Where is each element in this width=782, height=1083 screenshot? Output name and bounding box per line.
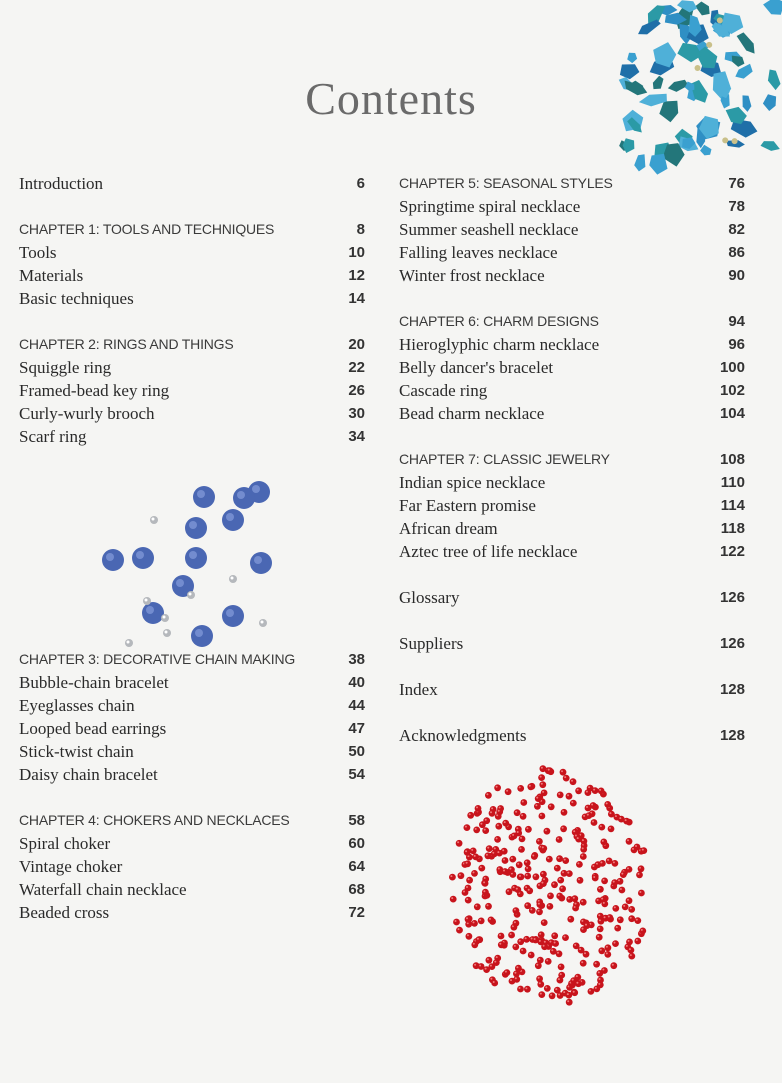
toc-entry: [19, 855, 365, 878]
toc-entry: [399, 402, 745, 425]
toc-page-number: 118: [720, 520, 745, 537]
toc-entry-title: Daisy chain bracelet: [19, 765, 158, 784]
toc-page-number: 47: [348, 720, 365, 737]
toc-chapter-heading: [399, 310, 745, 333]
toc-entry: [19, 241, 365, 264]
toc-entry: [399, 517, 745, 540]
toc-entry-title: Stick-twist chain: [19, 742, 134, 761]
toc-entry-title: African dream: [399, 519, 498, 538]
toc-entry: [19, 694, 365, 717]
toc-entry-title: Cascade ring: [399, 381, 488, 400]
toc-entry-title: Glossary: [399, 588, 460, 607]
toc-page-number: 14: [348, 290, 365, 307]
toc-page-number: 90: [728, 267, 745, 284]
toc-entry-title: Vintage choker: [19, 857, 123, 876]
toc-entry-title: CHAPTER 2: RINGS AND THINGS: [19, 336, 234, 352]
toc-page-number: 34: [348, 428, 365, 445]
toc-entry-title: Curly-wurly brooch: [19, 404, 155, 423]
toc-page-number: 8: [356, 221, 365, 238]
toc-chapter-heading: [399, 448, 745, 471]
toc-entry-title: Aztec tree of life necklace: [399, 542, 578, 561]
toc-page-number: 108: [719, 451, 745, 468]
toc-entry-title: Basic techniques: [19, 289, 134, 308]
toc-page-number: 20: [348, 336, 365, 353]
toc-chapter-heading: [19, 218, 365, 241]
toc-entry: [19, 264, 365, 287]
red-seed-beads-icon: [440, 748, 660, 1013]
toc-page-number: 104: [719, 405, 745, 422]
toc-chapter-heading: [19, 809, 365, 832]
toc-page-number: 44: [348, 697, 365, 714]
toc-entry: [19, 763, 365, 786]
toc-entry: [399, 678, 745, 701]
toc-page-number: 82: [728, 221, 745, 238]
toc-entry-title: Far Eastern promise: [399, 496, 536, 515]
toc-entry: [399, 379, 745, 402]
toc-page-number: 122: [719, 543, 745, 560]
toc-entry-title: Springtime spiral necklace: [399, 197, 581, 216]
toc-entry: [19, 740, 365, 763]
toc-entry: [19, 671, 365, 694]
toc-entry-title: Waterfall chain necklace: [19, 880, 187, 899]
toc-page-number: 50: [348, 743, 365, 760]
toc-chapter-heading: [19, 333, 365, 356]
toc-entry: [399, 241, 745, 264]
toc-page-number: 22: [348, 359, 365, 376]
toc-entry: [19, 717, 365, 740]
toc-chapter-heading: [399, 172, 745, 195]
toc-entry-title: Winter frost necklace: [399, 266, 545, 285]
toc-entry-title: Indian spice necklace: [399, 473, 546, 492]
toc-entry: [399, 586, 745, 609]
toc-entry-title: CHAPTER 3: DECORATIVE CHAIN MAKING: [19, 651, 296, 667]
toc-page-number: 78: [728, 198, 745, 215]
toc-entry-title: Framed-bead key ring: [19, 381, 170, 400]
toc-page-number: 26: [348, 382, 365, 399]
toc-page-number: 12: [348, 267, 365, 284]
toc-entry-title: Suppliers: [399, 634, 464, 653]
toc-entry-title: Tools: [19, 243, 57, 262]
toc-page-number: 54: [348, 766, 365, 783]
toc-page-number: 40: [348, 674, 365, 691]
toc-page-number: 128: [719, 727, 745, 744]
toc-page-number: 72: [348, 904, 365, 921]
toc-entry-title: Spiral choker: [19, 834, 111, 853]
toc-entry-title: Hieroglyphic charm necklace: [399, 335, 600, 354]
toc-entry-title: Summer seashell necklace: [399, 220, 579, 239]
toc-entry: [399, 540, 745, 563]
page-title: Contents: [305, 73, 477, 124]
toc-entry-title: Acknowledgments: [399, 726, 527, 745]
toc-entry: [399, 195, 745, 218]
toc-entry: [399, 356, 745, 379]
toc-entry-title: Index: [399, 680, 438, 699]
toc-page-number: 60: [348, 835, 365, 852]
toc-entry-title: Eyeglasses chain: [19, 696, 135, 715]
toc-entry: [399, 264, 745, 287]
toc-entry: [399, 632, 745, 655]
toc-entry: [19, 287, 365, 310]
toc-entry-title: Bubble-chain bracelet: [19, 673, 169, 692]
toc-entry-title: Belly dancer's bracelet: [399, 358, 554, 377]
toc-entry: [19, 172, 365, 195]
toc-entry: [19, 901, 365, 924]
toc-page-number: 6: [356, 175, 365, 192]
toc-page-number: 58: [348, 812, 365, 829]
toc-page-number: 68: [348, 881, 365, 898]
toc-page-number: 86: [728, 244, 745, 261]
toc-entry: [399, 471, 745, 494]
toc-entry-title: CHAPTER 7: CLASSIC JEWELRY: [399, 451, 610, 467]
toc-entry: [19, 402, 365, 425]
toc-entry: [399, 494, 745, 517]
toc-page-number: 76: [728, 175, 745, 192]
toc-entry: [19, 832, 365, 855]
toc-entry-title: Falling leaves necklace: [399, 243, 558, 262]
toc-page-number: 10: [348, 244, 365, 261]
toc-page-number: 30: [348, 405, 365, 422]
toc-page-number: 38: [348, 651, 365, 668]
toc-page-number: 114: [720, 497, 745, 514]
toc-entry-title: CHAPTER 6: CHARM DESIGNS: [399, 313, 599, 329]
toc-entry-title: Bead charm necklace: [399, 404, 545, 423]
toc-page-number: 126: [719, 589, 745, 606]
toc-entry: [19, 379, 365, 402]
toc-entry: [19, 878, 365, 901]
toc-page-number: 126: [719, 635, 745, 652]
blue-beads-icon: [95, 475, 285, 665]
toc-entry: [399, 724, 745, 747]
toc-entry-title: Squiggle ring: [19, 358, 112, 377]
toc-page-number: 94: [728, 313, 745, 330]
toc-entry: [399, 333, 745, 356]
toc-entry: [399, 218, 745, 241]
toc-page-number: 96: [728, 336, 745, 353]
toc-entry-title: Beaded cross: [19, 903, 110, 922]
toc-entry-title: Scarf ring: [19, 427, 87, 446]
toc-page-number: 128: [719, 681, 745, 698]
toc-page-number: 64: [348, 858, 365, 875]
toc-entry-title: CHAPTER 1: TOOLS AND TECHNIQUES: [19, 221, 275, 237]
toc-entry-title: Introduction: [19, 174, 104, 193]
turquoise-chips-icon: [600, 0, 782, 175]
toc-page-number: 110: [720, 474, 745, 491]
toc-entry-title: CHAPTER 5: SEASONAL STYLES: [399, 175, 613, 191]
toc-page-number: 102: [719, 382, 745, 399]
toc-entry-title: Materials: [19, 266, 84, 285]
toc-page-number: 100: [719, 359, 745, 376]
toc-entry-title: Looped bead earrings: [19, 719, 167, 738]
toc-entry: [19, 425, 365, 448]
toc-entry: [19, 356, 365, 379]
toc-entry-title: CHAPTER 4: CHOKERS AND NECKLACES: [19, 812, 290, 828]
